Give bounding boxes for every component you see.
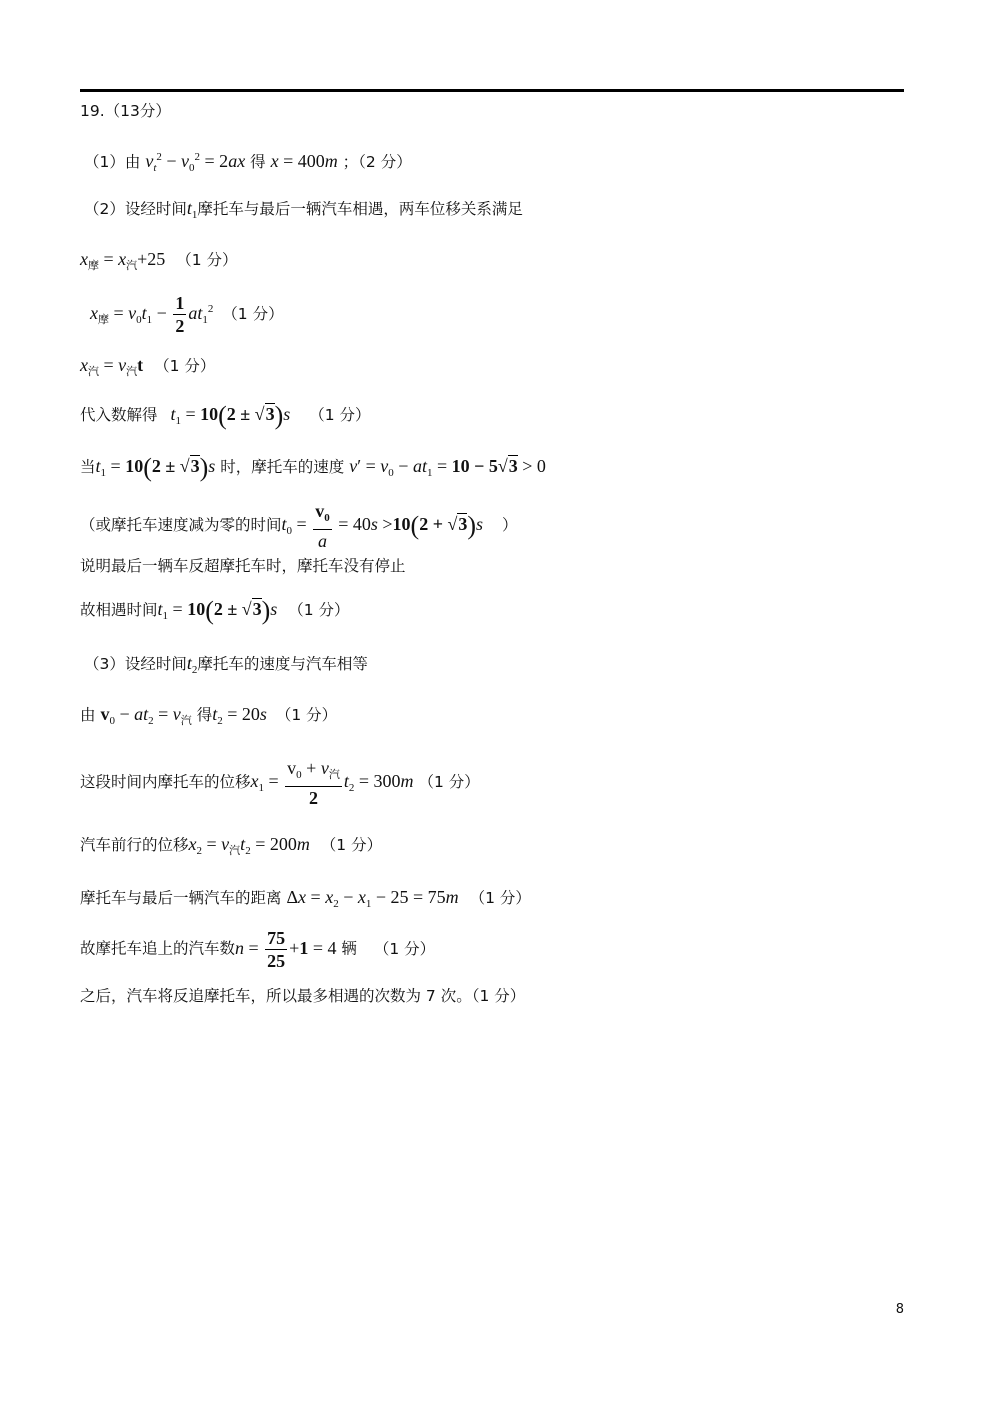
eq-displacement-relation: $x_摩 = x_汽+25$ （1 分） — [80, 249, 238, 272]
eq-moto-displacement: $x_摩 = v_0t_1$ − $\frac{1}{2}$ $at_1^2$ （1 分） — [90, 293, 284, 336]
eq-car-displacement: $x_汽 = v_汽t$ （1 分） — [80, 355, 216, 378]
stop-time-line: （或摩托车速度减为零的时间$t_0$ = $\frac{v_0}{a}$ = 40s >10(2 + √3)s ） — [80, 501, 518, 551]
problem-title: 19.（13分） — [80, 102, 171, 120]
velocity-check-line: 当$t_1 = 10(2 \pm √3)s$ 时，摩托车的速度 $v' = v_0 - at_1 = 10 - 5√3 > 0$ — [80, 453, 546, 482]
final-line: 之后，汽车将反追摩托车，所以最多相遇的次数为 7 次。（1 分） — [80, 987, 526, 1005]
equation-kinematics: $v_t^2 - v_0^2 = 2ax$ — [145, 151, 246, 174]
car-count-line: 故摩托车追上的汽车数n = $\frac{75}{25}$ +1 = 4 辆 （1 分） — [80, 928, 436, 971]
distance-line: 摩托车与最后一辆汽车的距离 $\Delta x = x_2 - x_1 - 25 = 75m$ （1 分） — [80, 887, 531, 910]
result-x: x = 400m — [270, 151, 338, 171]
page-number: 8 — [895, 1302, 904, 1317]
part3-intro: （3）设经时间$t_2$摩托车的速度与汽车相等 — [84, 653, 368, 676]
moto-displacement-line: 这段时间内摩托车的位移$x_1$ = $\frac{v_0 + v_汽}{2}$ $t_2 = 300m$ （1 分） — [80, 758, 480, 808]
explanation-line: 说明最后一辆车反超摩托车时，摩托车没有停止 — [80, 557, 406, 575]
meet-time-line: 故相遇时间$t_1 = 10(2 \pm √3)s$ （1 分） — [80, 596, 350, 625]
solve-line: 代入数解得 $t_1 = 10(2 \pm √3)s$ （1 分） — [80, 401, 371, 430]
part1-line: （1）由 $v_t^2 - v_0^2 = 2ax$ 得 x = 400m ；（2 分） — [84, 151, 412, 174]
equal-speed-line: 由 $v_0 - at_2 = v_汽$ 得$t_2 = 20s$ （1 分） — [80, 704, 338, 727]
header-rule — [80, 89, 904, 92]
car-displacement-line: 汽车前行的位移$x_2 = v_汽t_2 = 200m$ （1 分） — [80, 834, 383, 857]
part2-intro: （2）设经时间$t_1$摩托车与最后一辆汽车相遇，两车位移关系满足 — [84, 198, 523, 221]
